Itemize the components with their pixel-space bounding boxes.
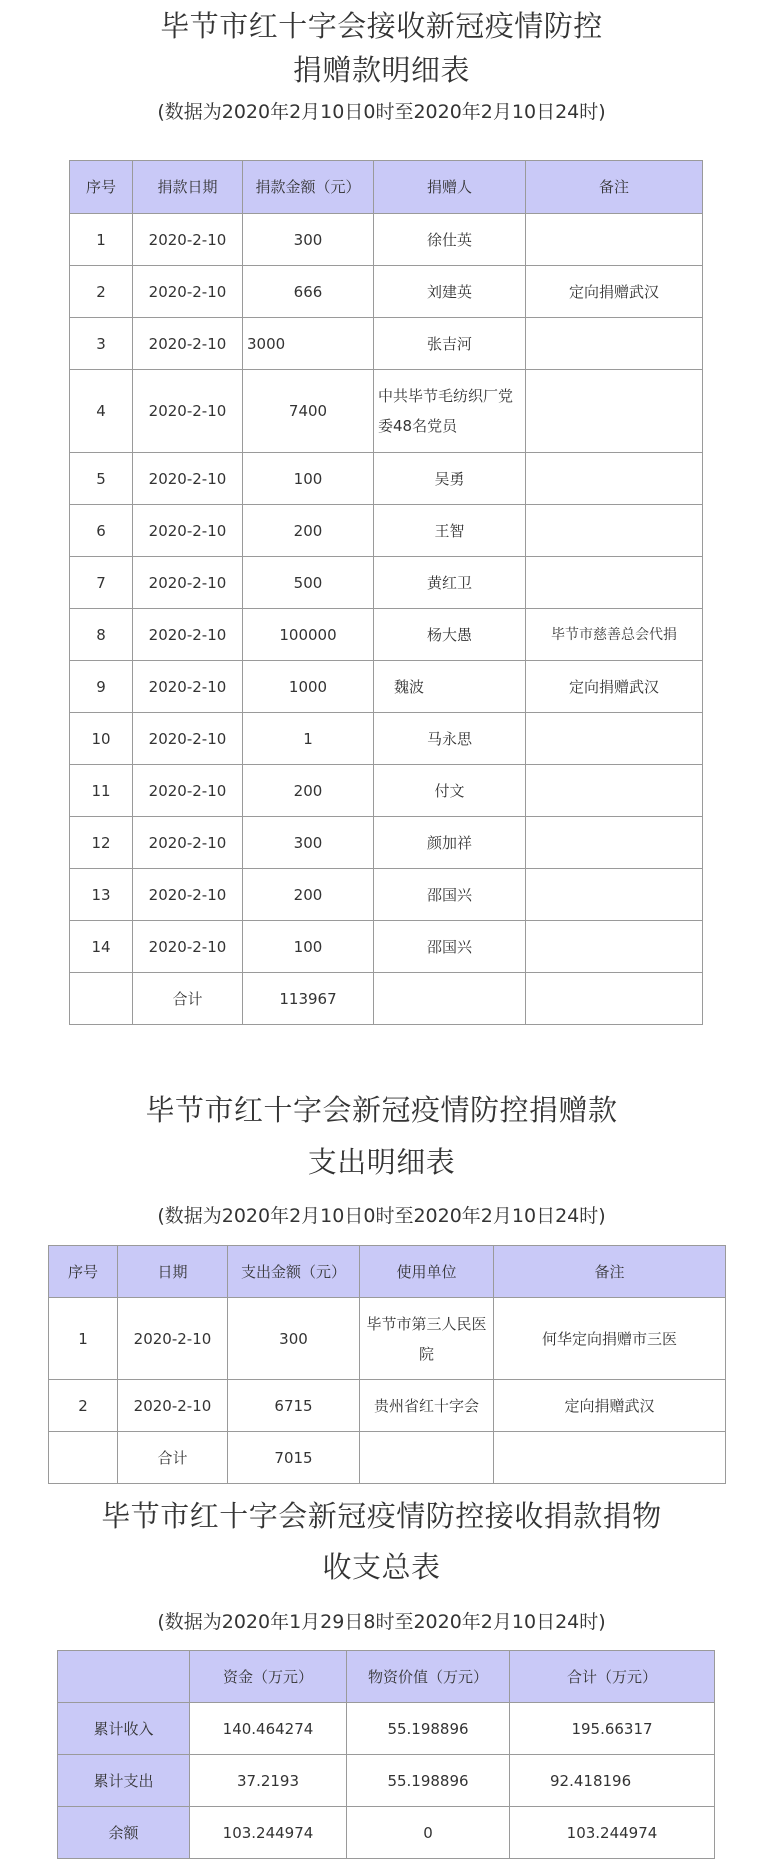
cell-index: 5 bbox=[70, 453, 133, 505]
table-row bbox=[49, 1298, 726, 1380]
cell-index: 1 bbox=[49, 1298, 118, 1380]
row-header: 余额 bbox=[58, 1807, 190, 1859]
cell-note bbox=[494, 1432, 726, 1484]
cell-donor: 张吉河 bbox=[374, 318, 526, 370]
cell-donor: 邵国兴 bbox=[374, 869, 526, 921]
column-header: 物资价值（万元） bbox=[347, 1651, 510, 1703]
cell-date: 2020-2-10 bbox=[133, 817, 243, 869]
expense-table bbox=[48, 1245, 726, 1484]
cell-note bbox=[526, 921, 703, 973]
cell-amount: 6715 bbox=[228, 1380, 360, 1432]
cell-index: 2 bbox=[49, 1380, 118, 1432]
total-label: 合计 bbox=[118, 1432, 228, 1484]
cell-amount: 300 bbox=[243, 214, 374, 266]
table-row bbox=[70, 609, 703, 661]
cell-donor: 魏波 bbox=[374, 661, 526, 713]
table-header-row bbox=[58, 1651, 715, 1703]
cell-date: 2020-2-10 bbox=[133, 921, 243, 973]
donation-table bbox=[69, 160, 703, 1025]
column-header: 序号 bbox=[49, 1246, 118, 1298]
cell-note: 定向捐赠武汉 bbox=[494, 1380, 726, 1432]
cell-date: 2020-2-10 bbox=[133, 713, 243, 765]
donation-subtitle: (数据为2020年2月10日0时至2020年2月10日24时) bbox=[157, 101, 606, 123]
cell-donor: 付文 bbox=[374, 765, 526, 817]
cell-note bbox=[526, 713, 703, 765]
cell-amount: 200 bbox=[243, 765, 374, 817]
table-row bbox=[70, 661, 703, 713]
cell-index: 9 bbox=[70, 661, 133, 713]
cell-total: 103.244974 bbox=[510, 1807, 715, 1859]
cell-unit: 毕节市第三人民医院 bbox=[360, 1298, 494, 1380]
cell-date: 2020-2-10 bbox=[133, 214, 243, 266]
cell-amount: 200 bbox=[243, 505, 374, 557]
cell-note bbox=[526, 973, 703, 1025]
cell-amount: 1000 bbox=[243, 661, 374, 713]
cell-funds: 103.244974 bbox=[190, 1807, 347, 1859]
table-row bbox=[49, 1380, 726, 1432]
column-header: 资金（万元） bbox=[190, 1651, 347, 1703]
cell-date: 2020-2-10 bbox=[133, 505, 243, 557]
cell-index: 14 bbox=[70, 921, 133, 973]
cell-goods: 55.198896 bbox=[347, 1755, 510, 1807]
cell-donor: 刘建英 bbox=[374, 266, 526, 318]
summary-title-line2: 收支总表 bbox=[322, 1550, 441, 1584]
table-row bbox=[70, 817, 703, 869]
column-header: 支出金额（元） bbox=[228, 1246, 360, 1298]
cell-goods: 55.198896 bbox=[347, 1703, 510, 1755]
cell-index bbox=[70, 973, 133, 1025]
cell-note bbox=[526, 505, 703, 557]
cell-note: 何华定向捐赠市三医 bbox=[494, 1298, 726, 1380]
cell-note: 定向捐赠武汉 bbox=[526, 661, 703, 713]
column-header: 捐款日期 bbox=[133, 161, 243, 214]
cell-date: 2020-2-10 bbox=[118, 1298, 228, 1380]
cell-note bbox=[526, 318, 703, 370]
table-row bbox=[70, 318, 703, 370]
cell-date: 2020-2-10 bbox=[133, 609, 243, 661]
cell-amount: 300 bbox=[243, 817, 374, 869]
cell-funds: 37.2193 bbox=[190, 1755, 347, 1807]
summary-subtitle: (数据为2020年1月29日8时至2020年2月10日24时) bbox=[157, 1611, 606, 1633]
donation-title-line1: 毕节市红十字会接收新冠疫情防控 bbox=[160, 9, 603, 43]
cell-donor: 邵国兴 bbox=[374, 921, 526, 973]
column-header: 序号 bbox=[70, 161, 133, 214]
summary-title-line1: 毕节市红十字会新冠疫情防控接收捐款捐物 bbox=[101, 1499, 662, 1533]
cell-funds: 140.464274 bbox=[190, 1703, 347, 1755]
row-header: 累计支出 bbox=[58, 1755, 190, 1807]
column-header: 日期 bbox=[118, 1246, 228, 1298]
table-row bbox=[70, 765, 703, 817]
cell-date: 2020-2-10 bbox=[133, 453, 243, 505]
table-row bbox=[70, 505, 703, 557]
cell-donor: 中共毕节毛纺织厂党委48名党员 bbox=[374, 370, 526, 453]
cell-note: 定向捐赠武汉 bbox=[526, 266, 703, 318]
table-row bbox=[70, 214, 703, 266]
expense-title-line1: 毕节市红十字会新冠疫情防控捐赠款 bbox=[145, 1093, 618, 1127]
cell-index: 12 bbox=[70, 817, 133, 869]
table-row bbox=[58, 1807, 715, 1859]
cell-amount: 100000 bbox=[243, 609, 374, 661]
cell-index bbox=[49, 1432, 118, 1484]
column-header bbox=[58, 1651, 190, 1703]
column-header: 使用单位 bbox=[360, 1246, 494, 1298]
cell-amount: 7400 bbox=[243, 370, 374, 453]
cell-index: 11 bbox=[70, 765, 133, 817]
cell-index: 7 bbox=[70, 557, 133, 609]
cell-index: 13 bbox=[70, 869, 133, 921]
cell-donor: 吴勇 bbox=[374, 453, 526, 505]
cell-amount: 666 bbox=[243, 266, 374, 318]
cell-date: 2020-2-10 bbox=[133, 765, 243, 817]
cell-goods: 0 bbox=[347, 1807, 510, 1859]
cell-total: 92.418196 bbox=[510, 1755, 715, 1807]
expense-subtitle: (数据为2020年2月10日0时至2020年2月10日24时) bbox=[157, 1205, 606, 1227]
row-header: 累计收入 bbox=[58, 1703, 190, 1755]
table-row bbox=[70, 453, 703, 505]
cell-total: 195.66317 bbox=[510, 1703, 715, 1755]
cell-date: 2020-2-10 bbox=[133, 661, 243, 713]
table-header-row bbox=[70, 161, 703, 214]
table-row bbox=[70, 869, 703, 921]
cell-note: 毕节市慈善总会代捐 bbox=[526, 609, 703, 661]
cell-donor: 杨大愚 bbox=[374, 609, 526, 661]
table-total-row bbox=[70, 973, 703, 1025]
cell-note bbox=[526, 214, 703, 266]
cell-note bbox=[526, 817, 703, 869]
cell-note bbox=[526, 370, 703, 453]
table-row bbox=[70, 921, 703, 973]
cell-amount: 100 bbox=[243, 453, 374, 505]
column-header: 备注 bbox=[526, 161, 703, 214]
cell-index: 6 bbox=[70, 505, 133, 557]
table-header-row bbox=[49, 1246, 726, 1298]
cell-donor bbox=[374, 973, 526, 1025]
table-row bbox=[70, 370, 703, 453]
cell-date: 2020-2-10 bbox=[133, 869, 243, 921]
total-amount: 113967 bbox=[243, 973, 374, 1025]
table-row bbox=[70, 713, 703, 765]
table-row bbox=[70, 266, 703, 318]
cell-amount: 100 bbox=[243, 921, 374, 973]
cell-donor: 马永思 bbox=[374, 713, 526, 765]
cell-amount: 200 bbox=[243, 869, 374, 921]
cell-amount: 300 bbox=[228, 1298, 360, 1380]
cell-index: 3 bbox=[70, 318, 133, 370]
column-header: 捐款金额（元） bbox=[243, 161, 374, 214]
cell-amount: 1 bbox=[243, 713, 374, 765]
cell-amount: 3000 bbox=[243, 318, 374, 370]
cell-index: 10 bbox=[70, 713, 133, 765]
cell-unit bbox=[360, 1432, 494, 1484]
cell-index: 8 bbox=[70, 609, 133, 661]
cell-date: 2020-2-10 bbox=[133, 370, 243, 453]
cell-date: 2020-2-10 bbox=[133, 557, 243, 609]
table-row bbox=[58, 1703, 715, 1755]
cell-note bbox=[526, 453, 703, 505]
cell-note bbox=[526, 765, 703, 817]
cell-donor: 颜加祥 bbox=[374, 817, 526, 869]
cell-index: 4 bbox=[70, 370, 133, 453]
cell-note bbox=[526, 557, 703, 609]
cell-note bbox=[526, 869, 703, 921]
cell-donor: 王智 bbox=[374, 505, 526, 557]
cell-index: 2 bbox=[70, 266, 133, 318]
cell-unit: 贵州省红十字会 bbox=[360, 1380, 494, 1432]
cell-date: 2020-2-10 bbox=[133, 318, 243, 370]
cell-amount: 500 bbox=[243, 557, 374, 609]
summary-table bbox=[57, 1650, 715, 1859]
expense-title-line2: 支出明细表 bbox=[307, 1145, 456, 1179]
cell-donor: 黄红卫 bbox=[374, 557, 526, 609]
total-label: 合计 bbox=[133, 973, 243, 1025]
column-header: 合计（万元） bbox=[510, 1651, 715, 1703]
table-total-row bbox=[49, 1432, 726, 1484]
table-row bbox=[58, 1755, 715, 1807]
cell-donor: 徐仕英 bbox=[374, 214, 526, 266]
cell-index: 1 bbox=[70, 214, 133, 266]
cell-date: 2020-2-10 bbox=[118, 1380, 228, 1432]
donation-title-line2: 捐赠款明细表 bbox=[292, 53, 470, 87]
table-row bbox=[70, 557, 703, 609]
total-amount: 7015 bbox=[228, 1432, 360, 1484]
column-header: 捐赠人 bbox=[374, 161, 526, 214]
column-header: 备注 bbox=[494, 1246, 726, 1298]
cell-date: 2020-2-10 bbox=[133, 266, 243, 318]
